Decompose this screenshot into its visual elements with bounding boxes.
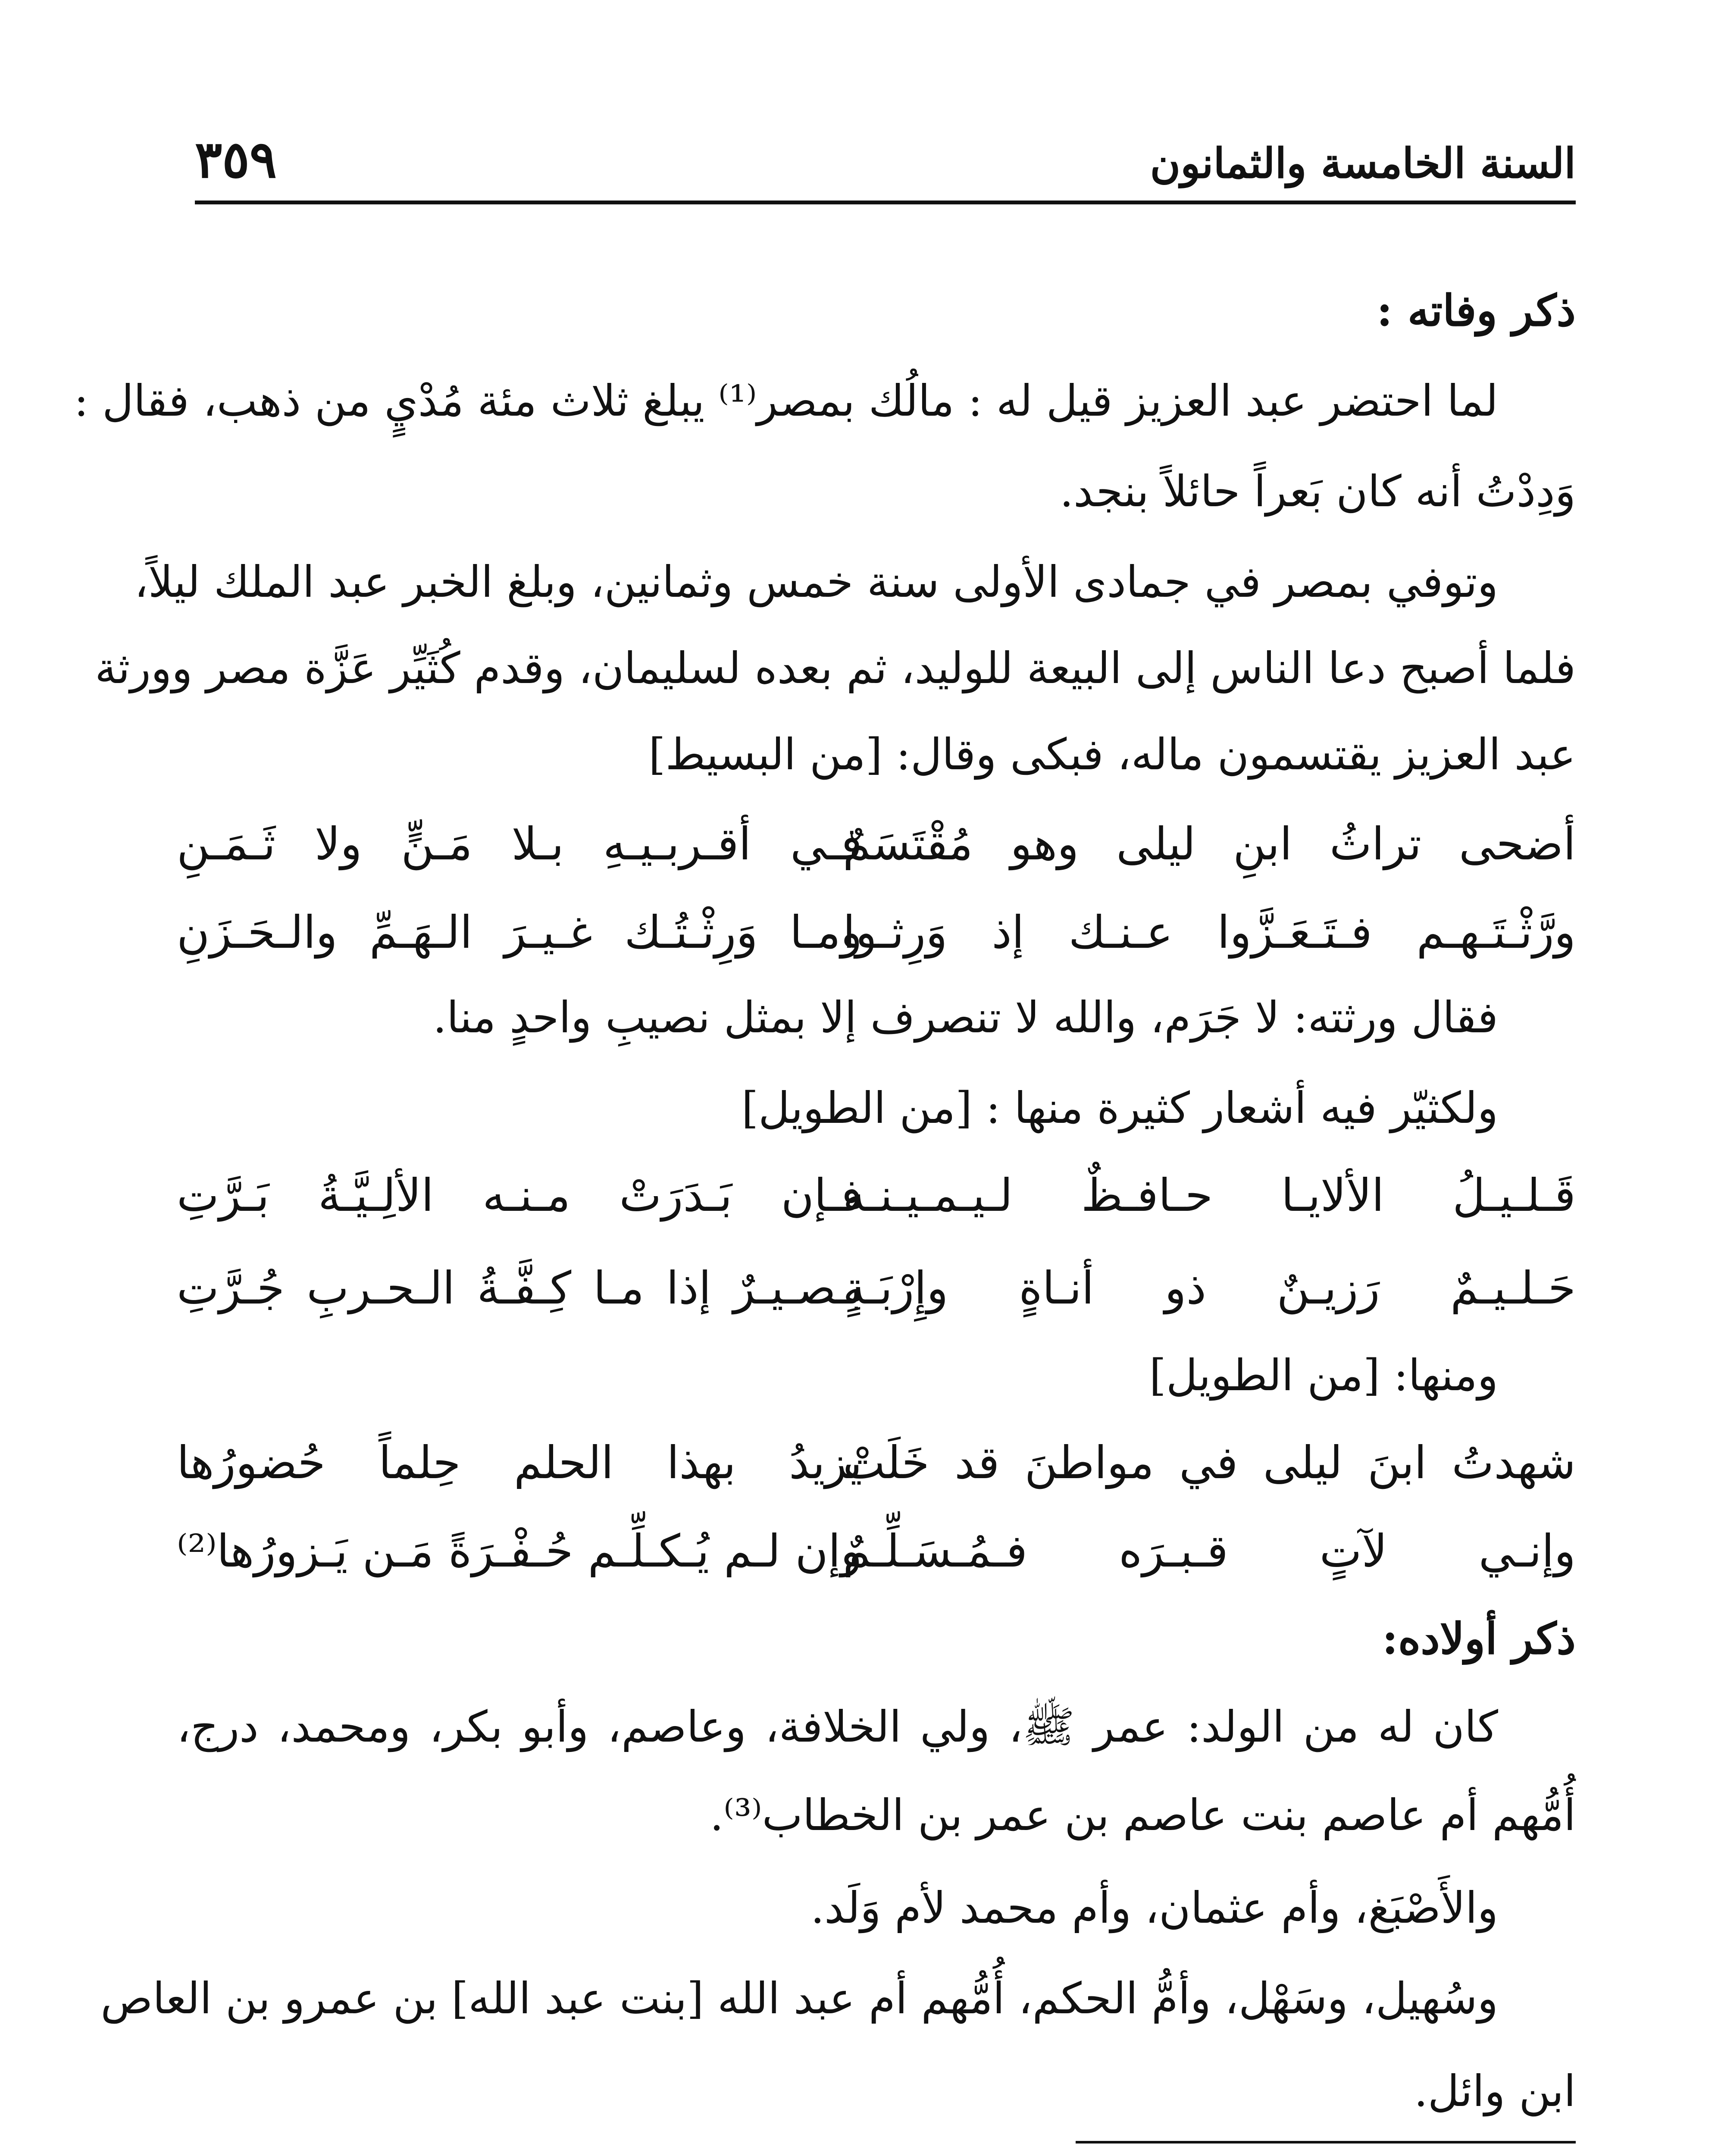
paragraph-line: فلما أصبح دعا الناس إلى البيعة للوليد، ثم بعده لسليمان، وقدم كُثَيِّر عَزَّة مصر وورثة	[95, 643, 1576, 693]
paragraph-line: وسُهيل، وسَهْل، وأمُّ الحكم، أُمُّهم أم عبد الله [بنت عبد الله] بن عمرو بن العاص	[100, 1973, 1498, 2024]
paragraph-line: ابن وائل.	[1414, 2066, 1576, 2116]
verse-hemistich-second: فـي أقـربـيـهِ بـلا مَـنٍّ ولا ثَـمَـنِ	[177, 818, 862, 870]
section-heading-death: ذكر وفاته :	[1377, 285, 1576, 336]
paragraph-line: ولكثيّر فيه أشعار كثيرة منها : [من الطويل]	[742, 1083, 1498, 1133]
verse-hemistich-second: فـإن بَـدَرَتْ مـنـه الألِـيَّـةُ بَـرَّتِ	[177, 1169, 862, 1222]
paragraph-line: أُمُّهم أم عاصم بنت عاصم بن عمر بن الخطاب⁽³⁾.	[710, 1790, 1576, 1840]
running-header-title: السنة الخامسة والثمانون	[1150, 139, 1576, 188]
paragraph-line: لما احتضر عبد العزيز قيل له : مالُك بمصر⁽¹⁾ يبلغ ثلاث مئة مُدْيٍ من ذهب، فقال :	[74, 376, 1498, 426]
verse-hemistich-first: قَـلـيـلُ الألايـا حـافـظٌ لـيـمـيـنـه	[843, 1169, 1576, 1222]
paragraph-line: فقال ورثته: لا جَرَم، والله لا تنصرف إلا بمثل نصيبِ واحدٍ منا.	[433, 992, 1498, 1043]
verse-hemistich-first: شهدتُ ابنَ ليلى في مواطنَ قد خَلَتْ	[843, 1436, 1576, 1489]
paragraph-line: عبد العزيز يقتسمون ماله، فبكى وقال: [من البسيط]	[648, 729, 1576, 780]
verse-hemistich-second: بـصـيـرٌ إذا مـا كِـفَّـةُ الـحـربِ جُـرَّتِ	[177, 1262, 862, 1314]
verse-hemistich-second: وإن لـم يُـكـلِّـم حُـفْـرَةً مَـن يَـزورُها⁽²⁾	[177, 1525, 862, 1577]
paragraph-line: ومنها: [من الطويل]	[1149, 1350, 1498, 1401]
paragraph-line: والأَصْبَغ، وأم عثمان، وأم محمد لأم وَلَد.	[810, 1883, 1498, 1933]
header-rule	[195, 201, 1576, 204]
verse-hemistich-first: حَـلـيـمٌ رَزيـنٌ ذو أنـاةٍ وإِرْبَـةٍ	[843, 1262, 1576, 1314]
verse-hemistich-second: ومـا وَرِثْـتُـك غـيـرَ الـهَـمِّ والـحَـزَنِ	[177, 906, 862, 959]
verse-hemistich-first: ورَّثْـتَـهـم فـتَـعَـزَّوا عـنـك إذ وَرِثـوا	[843, 906, 1576, 959]
page-number: ٣٥٩	[195, 129, 277, 189]
verse-hemistich-first: وإنـي لآتٍ قـبـرَه فـمُـسَـلِّـمٌ	[843, 1525, 1576, 1577]
paragraph-line: وَدِدْتُ أنه كان بَعراً حائلاً بنجد.	[1060, 466, 1576, 517]
section-heading-children: ذكر أولاده:	[1382, 1613, 1576, 1664]
paragraph-line: وتوفي بمصر في جمادى الأولى سنة خمس وثمانين، وبلغ الخبر عبد الملك ليلاً،	[134, 557, 1498, 607]
footnote-rule	[1076, 2141, 1576, 2143]
paragraph-line: كان له من الولد: عمر ﷺ، ولي الخلافة، وعاصم، وأبو بكر، ومحمد، درج،	[177, 1702, 1498, 1752]
verse-hemistich-second: يزيدُ بهذا الحلم حِلماً حُضورُها	[177, 1436, 862, 1489]
verse-hemistich-first: أضحى تراثُ ابنِ ليلى وهو مُقْتَسَمٌ	[843, 818, 1576, 870]
